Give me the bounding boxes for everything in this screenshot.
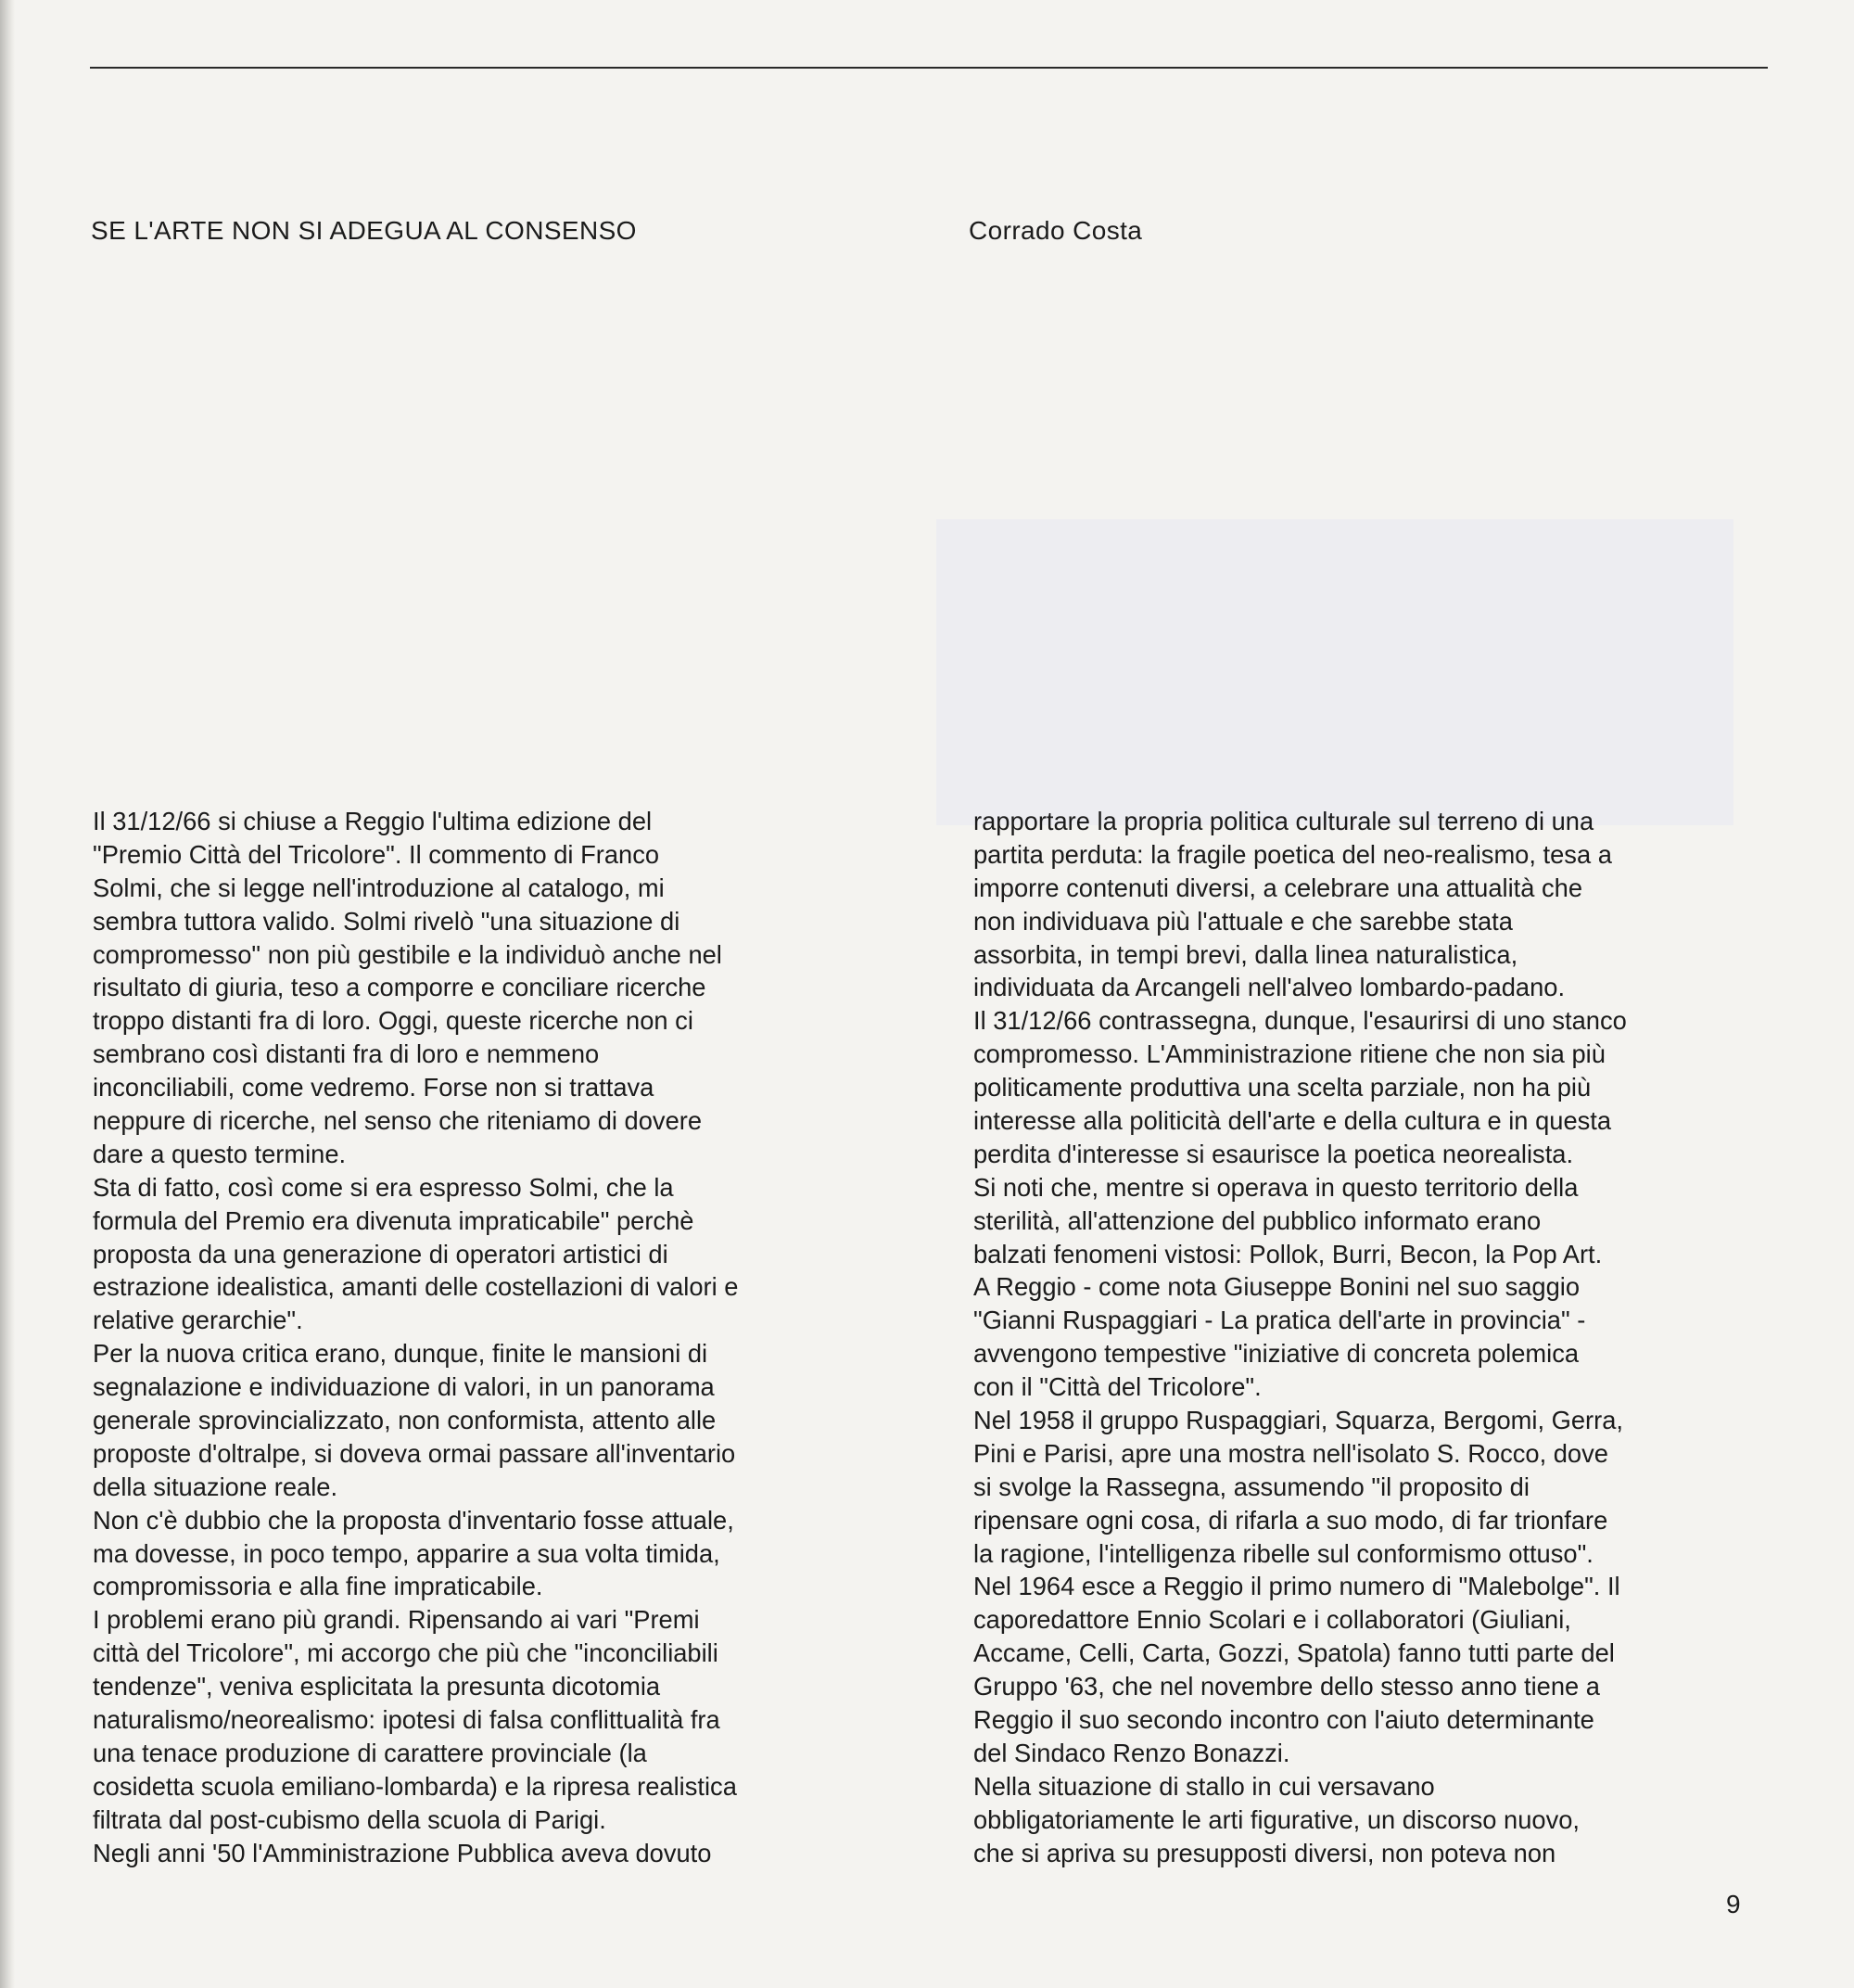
body-column-right	[973, 805, 1789, 1870]
text-line: Si noti che, mentre si operava in questo territorio della	[973, 1172, 1579, 1202]
text-line: segnalazione e individuazione di valori, in un panorama	[93, 1372, 715, 1402]
text-line: Nel 1958 il gruppo Ruspaggiari, Squarza, Bergomi, Gerra,	[973, 1406, 1623, 1435]
text-line: troppo distanti fra di loro. Oggi, queste ricerche non ci	[93, 1006, 693, 1036]
text-line: Pini e Parisi, apre una mostra nell'isolato S. Rocco, dove	[973, 1438, 1608, 1468]
text-line: filtrata dal post-cubismo della scuola di Parigi.	[93, 1804, 606, 1834]
binding-edge	[0, 0, 15, 1988]
text-line: naturalismo/neorealismo: ipotesi di falsa conflittualità fra	[93, 1705, 720, 1735]
text-line: del Sindaco Renzo Bonazzi.	[973, 1738, 1290, 1767]
show-through-shadow	[936, 519, 1733, 825]
text-line: Sta di fatto, così come si era espresso Solmi, che la	[93, 1172, 674, 1202]
text-line: inconciliabili, come vedremo. Forse non si trattava	[93, 1073, 654, 1102]
article-author: Corrado Costa	[969, 216, 1143, 245]
text-line: compromesso. L'Amministrazione ritiene che non sia più	[973, 1039, 1606, 1069]
text-line: individuata da Arcangeli nell'alveo lombardo-padano.	[973, 973, 1566, 1002]
text-line: assorbita, in tempi brevi, dalla linea naturalistica,	[973, 939, 1518, 969]
text-line: "Premio Città del Tricolore". Il commento di Franco	[93, 839, 660, 869]
text-line: interesse alla politicità dell'arte e della cultura e in questa	[973, 1106, 1612, 1136]
text-line: Il 31/12/66 si chiuse a Reggio l'ultima edizione del	[93, 807, 653, 835]
top-rule	[90, 67, 1768, 69]
text-line: politicamente produttiva una scelta parziale, non ha più	[973, 1073, 1592, 1102]
text-line: ma dovesse, in poco tempo, apparire a sua volta timida,	[93, 1538, 720, 1568]
text-line: caporedattore Ennio Scolari e i collaboratori (Giuliani,	[973, 1605, 1571, 1635]
text-line: Il 31/12/66 contrassegna, dunque, l'esaurirsi di uno stanco	[973, 1006, 1627, 1036]
text-line: che si apriva su presupposti diversi, non poteva non	[973, 1838, 1556, 1867]
text-line: sembrano così distanti fra di loro e nemmeno	[93, 1039, 600, 1069]
article-title: SE L'ARTE NON SI ADEGUA AL CONSENSO	[91, 216, 637, 245]
text-line: proposte d'oltralpe, si doveva ormai passare all'inventario	[93, 1438, 736, 1468]
text-line: neppure di ricerche, nel senso che riteniamo di dovere	[93, 1106, 703, 1136]
text-line: una tenace produzione di carattere provinciale (la	[93, 1738, 647, 1767]
body-column-left	[93, 805, 908, 1870]
text-line: Gruppo '63, che nel novembre dello stesso anno tiene a	[973, 1672, 1600, 1701]
text-line: Nel 1964 esce a Reggio il primo numero di "Malebolge". Il	[973, 1572, 1620, 1601]
text-line: rapportare la propria politica culturale sul terreno di una	[973, 807, 1594, 835]
text-line: tendenze", veniva esplicitata la presunta dicotomia	[93, 1672, 661, 1701]
text-line: A Reggio - come nota Giuseppe Bonini nel suo saggio	[973, 1272, 1581, 1302]
text-line: la ragione, l'intelligenza ribelle sul conformismo ottuso".	[973, 1538, 1594, 1568]
text-line: con il "Città del Tricolore".	[973, 1372, 1262, 1402]
text-line: obbligatoriamente le arti figurative, un discorso nuovo,	[973, 1804, 1580, 1834]
text-line: sembra tuttora valido. Solmi rivelò "una situazione di	[93, 906, 680, 936]
text-line: ripensare ogni cosa, di rifarla a suo modo, di far trionfare	[973, 1505, 1608, 1535]
text-line: Negli anni '50 l'Amministrazione Pubblica aveva dovuto	[93, 1838, 712, 1867]
text-line: si svolge la Rassegna, assumendo "il proposito di	[973, 1472, 1530, 1501]
text-line: I problemi erano più grandi. Ripensando ai vari "Premi	[93, 1605, 700, 1635]
text-line: compromissoria e alla fine impraticabile.	[93, 1572, 543, 1601]
text-line: Reggio il suo secondo incontro con l'aiuto determinante	[973, 1705, 1594, 1735]
text-line: risultato di giuria, teso a comporre e conciliare ricerche	[93, 973, 706, 1002]
text-line: Solmi, che si legge nell'introduzione al catalogo, mi	[93, 873, 665, 902]
text-line: dare a questo termine.	[93, 1139, 347, 1168]
text-line: perdita d'interesse si esaurisce la poetica neorealista.	[973, 1139, 1574, 1168]
text-line: generale sprovincializzato, non conformista, attento alle	[93, 1406, 717, 1435]
text-line: sterilità, all'attenzione del pubblico informato erano	[973, 1205, 1542, 1235]
text-line: compromesso" non più gestibile e la individuò anche nel	[93, 939, 722, 969]
text-line: balzati fenomeni vistosi: Pollok, Burri, Becon, la Pop Art.	[973, 1239, 1603, 1268]
text-line: relative gerarchie".	[93, 1306, 303, 1335]
text-line: della situazione reale.	[93, 1472, 338, 1501]
text-line: città del Tricolore", mi accorgo che più che "inconciliabili	[93, 1638, 718, 1668]
text-line: Per la nuova critica erano, dunque, finite le mansioni di	[93, 1339, 708, 1369]
text-line: avvengono tempestive "iniziative di concreta polemica	[973, 1339, 1580, 1369]
text-line: non individuava più l'attuale e che sarebbe stata	[973, 906, 1513, 936]
page-number: 9	[1726, 1890, 1741, 1918]
text-line: Accame, Celli, Carta, Gozzi, Spatola) fanno tutti parte del	[973, 1638, 1615, 1668]
text-line: proposta da una generazione di operatori artistici di	[93, 1239, 668, 1268]
text-line: Nella situazione di stallo in cui versavano	[973, 1771, 1435, 1801]
text-line: Non c'è dubbio che la proposta d'inventario fosse attuale,	[93, 1505, 734, 1535]
text-line: imporre contenuti diversi, a celebrare una attualità che	[973, 873, 1583, 902]
text-line: "Gianni Ruspaggiari - La pratica dell'arte in provincia" -	[973, 1306, 1586, 1335]
text-line: formula del Premio era divenuta impraticabile" perchè	[93, 1205, 694, 1235]
text-line: partita perduta: la fragile poetica del neo-realismo, tesa a	[973, 839, 1612, 869]
text-line: cosidetta scuola emiliano-lombarda) e la ripresa realistica	[93, 1771, 737, 1801]
text-line: estrazione idealistica, amanti delle costellazioni di valori e	[93, 1272, 739, 1302]
